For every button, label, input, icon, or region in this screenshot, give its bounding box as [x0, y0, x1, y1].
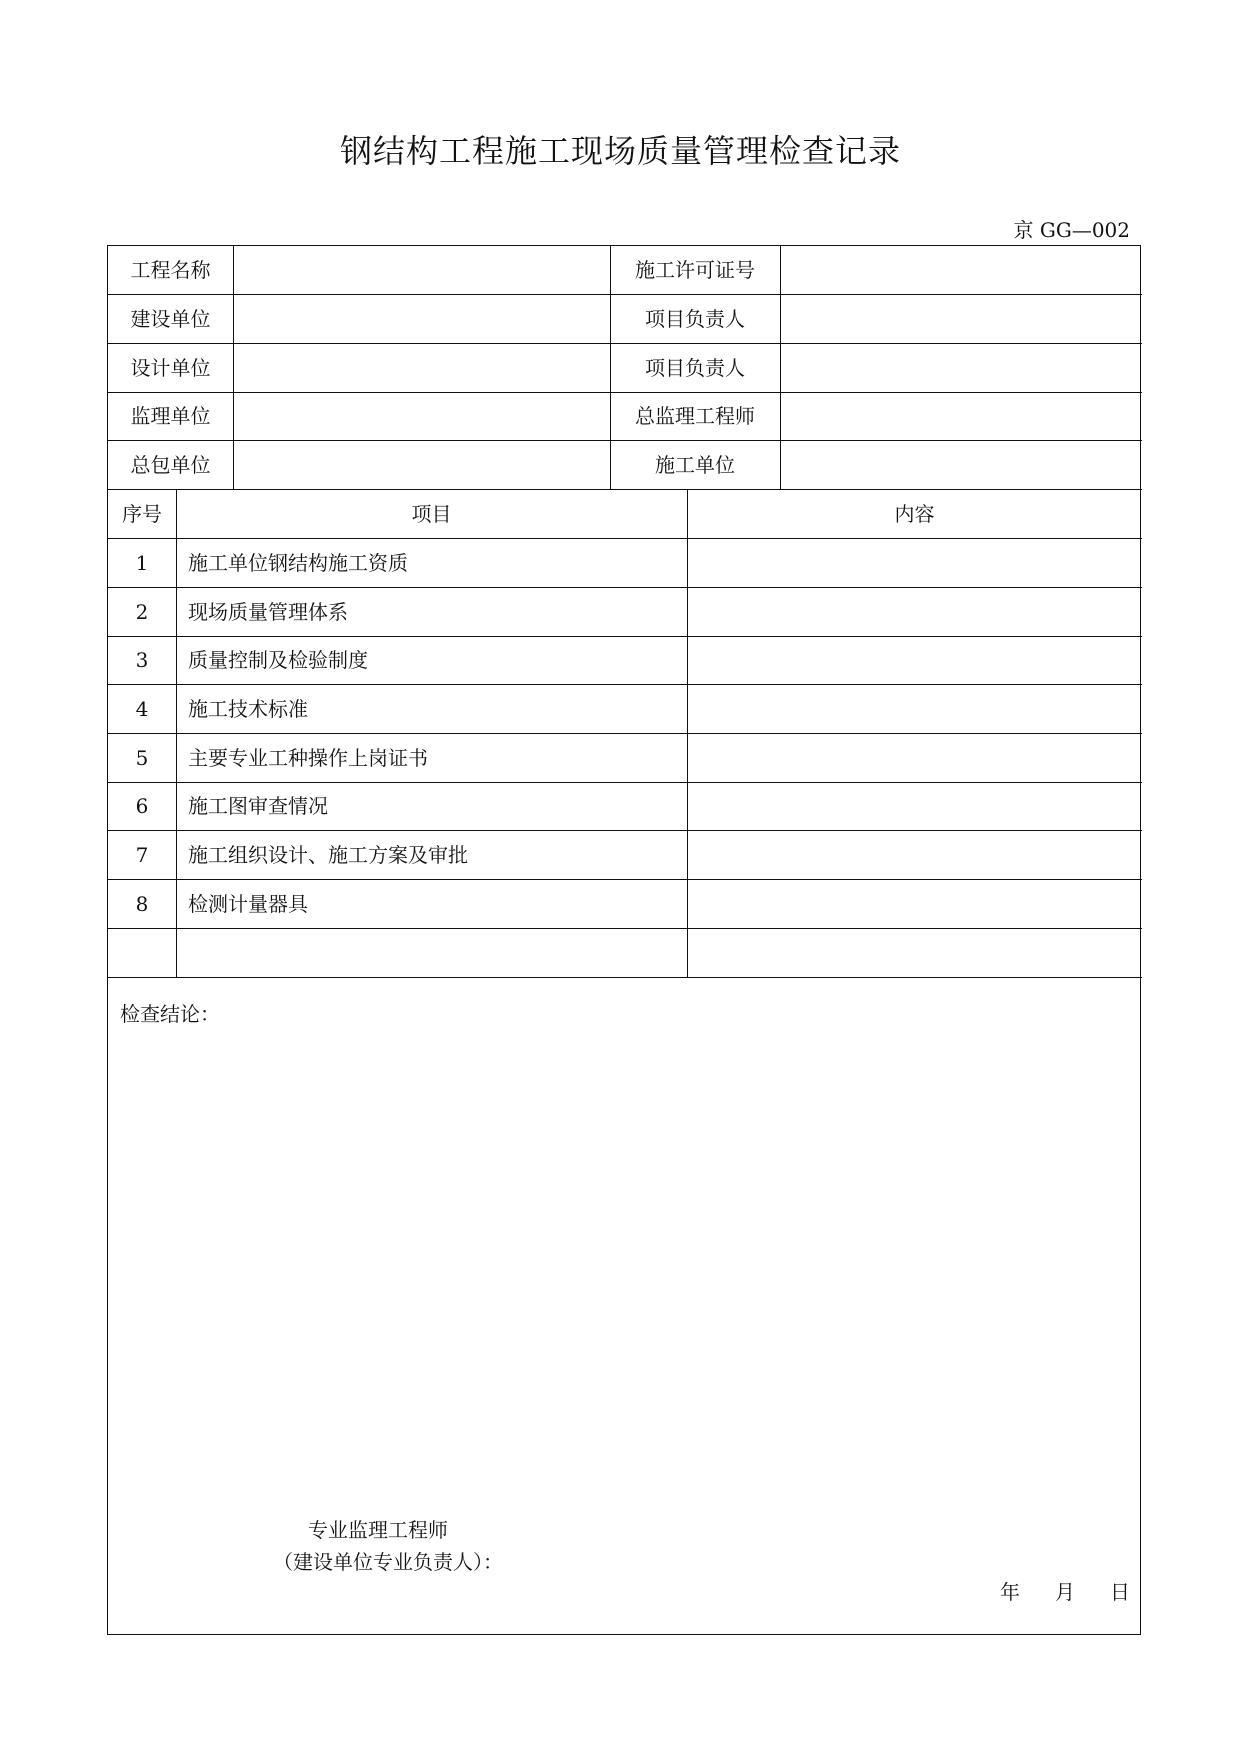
info-label-designer: 设计单位 — [130, 355, 211, 380]
item-no: 6 — [135, 794, 149, 818]
info-value-permit-no[interactable] — [780, 246, 1142, 294]
items-header-item: 项目 — [411, 501, 452, 526]
conclusion-label: 检查结论： — [120, 1002, 220, 1026]
signer-title: 专业监理工程师 — [308, 1518, 448, 1542]
item-name: 施工单位钢结构施工资质 — [188, 550, 408, 575]
items-header-no: 序号 — [122, 501, 162, 526]
info-label-chief-supervisor: 总监理工程师 — [635, 404, 755, 428]
item-no: 4 — [135, 696, 149, 721]
info-label-construction-unit: 施工单位 — [655, 452, 735, 477]
info-value-designer[interactable] — [233, 343, 610, 392]
info-label-project-name: 工程名称 — [130, 258, 211, 282]
item-content[interactable] — [687, 879, 1142, 928]
info-label-permit-no: 施工许可证号 — [635, 258, 755, 282]
item-content[interactable] — [687, 928, 1142, 977]
info-label-supervisor: 监理单位 — [130, 404, 211, 428]
info-value-designer-lead[interactable] — [780, 343, 1142, 392]
item-content[interactable] — [687, 636, 1142, 684]
info-label-owner: 建设单位 — [130, 306, 211, 331]
item-no: 3 — [135, 648, 149, 672]
item-no — [108, 928, 176, 977]
item-name: 施工组织设计、施工方案及审批 — [188, 842, 468, 867]
item-content[interactable] — [687, 830, 1142, 879]
info-value-construction-unit[interactable] — [780, 440, 1142, 489]
info-value-owner-lead[interactable] — [780, 294, 1142, 343]
info-value-owner[interactable] — [233, 294, 610, 343]
item-no: 2 — [135, 599, 149, 624]
items-header-content: 内容 — [894, 501, 935, 526]
item-content[interactable] — [687, 538, 1142, 587]
document-title: 钢结构工程施工现场质量管理检查记录 — [339, 132, 901, 170]
info-label-designer-lead: 项目负责人 — [645, 355, 745, 380]
info-label-general-contractor: 总包单位 — [130, 452, 211, 477]
item-content[interactable] — [687, 684, 1142, 733]
item-no: 7 — [135, 842, 149, 867]
item-name: 主要专业工种操作上岗证书 — [188, 745, 428, 770]
info-value-chief-supervisor[interactable] — [780, 392, 1142, 440]
signer-subtitle: （建设单位专业负责人）： — [273, 1550, 503, 1574]
item-name: 现场质量管理体系 — [188, 599, 348, 624]
item-no: 5 — [135, 745, 149, 770]
date-year-label: 年 — [1000, 1580, 1020, 1604]
form-code: 京 GG—002 — [1013, 218, 1130, 242]
item-no: 1 — [135, 550, 149, 575]
item-name[interactable] — [176, 928, 687, 977]
date-day-label: 日 — [1110, 1580, 1130, 1604]
item-content[interactable] — [687, 587, 1142, 636]
info-label-owner-lead: 项目负责人 — [645, 306, 745, 331]
item-content[interactable] — [687, 733, 1142, 782]
item-no: 8 — [135, 891, 149, 916]
item-content[interactable] — [687, 782, 1142, 830]
item-name: 施工图审查情况 — [188, 794, 328, 818]
inspection-form-table — [107, 245, 1141, 1635]
item-name: 施工技术标准 — [188, 696, 308, 721]
info-value-supervisor[interactable] — [233, 392, 610, 440]
item-name: 质量控制及检验制度 — [188, 648, 368, 672]
item-name: 检测计量器具 — [188, 891, 308, 916]
info-value-general-contractor[interactable] — [233, 440, 610, 489]
date-month-label: 月 — [1055, 1580, 1075, 1604]
info-value-project-name[interactable] — [233, 246, 610, 294]
